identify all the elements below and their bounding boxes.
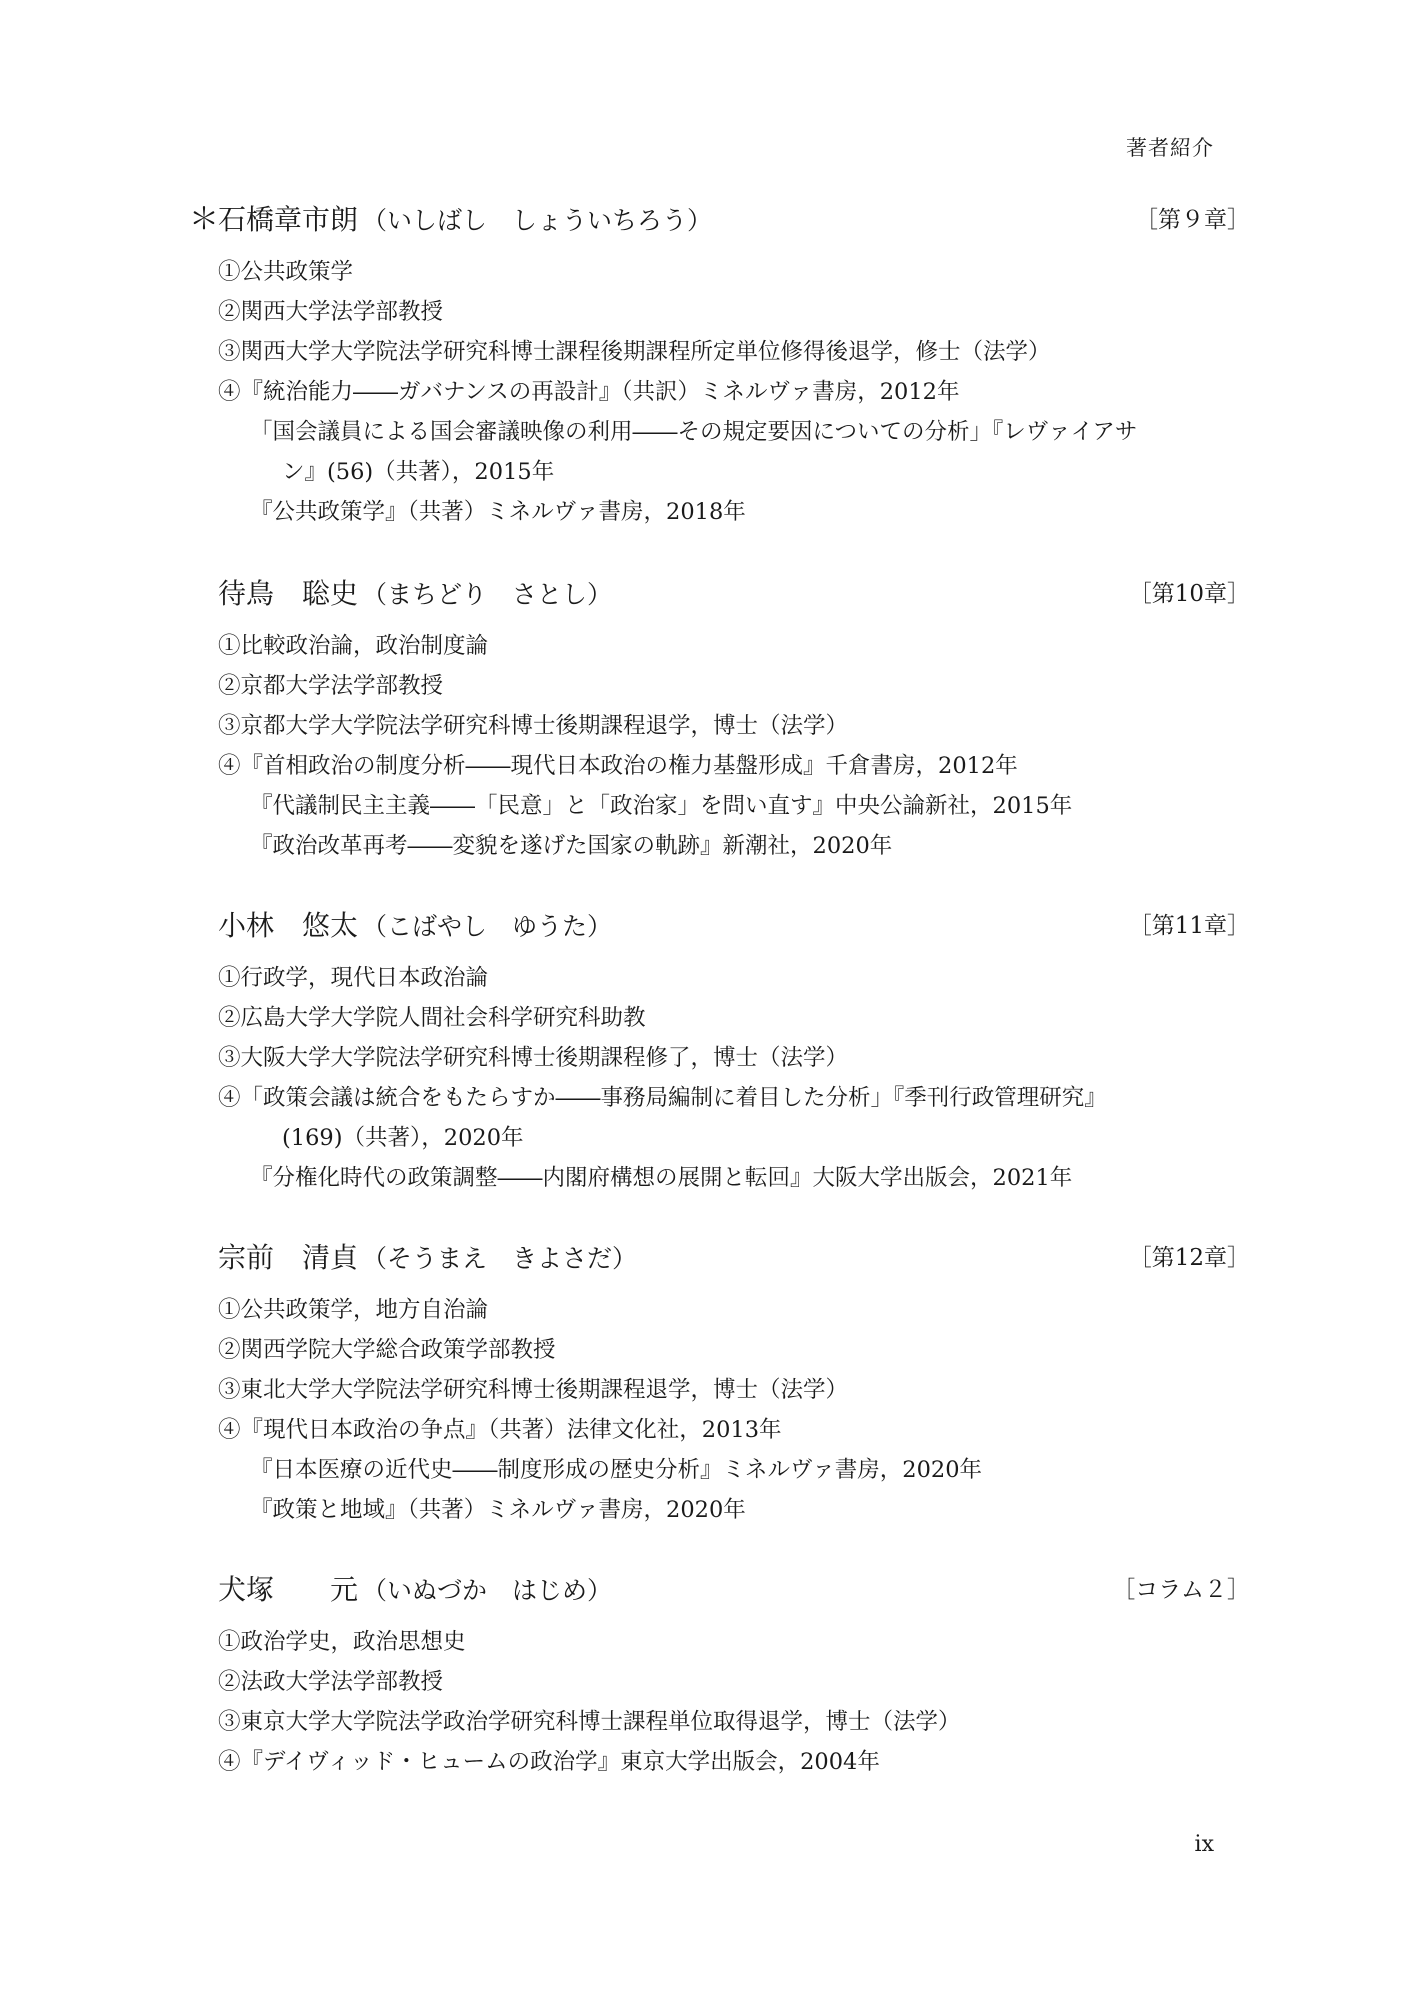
detail-line: 『日本医療の近代史――制度形成の歴史分析』ミネルヴァ書房，2020年 xyxy=(250,1457,983,1483)
detail-line: ④「政策会議は統合をもたらすか――事務局編制に着目した分析」『季刊行政管理研究』 xyxy=(218,1085,1107,1111)
detail-line: ③大阪大学大学院法学研究科博士後期課程修了，博士（法学） xyxy=(218,1045,849,1071)
author-details xyxy=(218,1622,1250,1782)
detail-line: ①比較政治論，政治制度論 xyxy=(218,633,489,659)
chapter-label: ［第10章］ xyxy=(1128,581,1250,607)
detail-line: 「国会議員による国会審議映像の利用――その規定要因についての分析」『レヴァイアサ xyxy=(250,419,1138,445)
detail-line: ②法政大学法学部教授 xyxy=(218,1669,444,1695)
detail-line: ③関西大学大学院法学研究科博士課程後期課程所定単位修得後退学，修士（法学） xyxy=(218,339,1051,365)
author-reading: （そうまえ きよさだ） xyxy=(362,1244,638,1273)
author-reading: （こばやし ゆうた） xyxy=(362,912,613,941)
detail-line: ④『現代日本政治の争点』（共著）法律文化社，2013年 xyxy=(218,1417,782,1443)
editor-asterisk-marker: ＊ xyxy=(189,202,219,237)
author-reading: （いしばし しょういちろう） xyxy=(362,206,713,235)
author-entry xyxy=(218,902,1250,1198)
chapter-label: ［コラム２］ xyxy=(1112,1577,1250,1603)
chapter-label: ［第11章］ xyxy=(1128,913,1250,939)
author-name-row xyxy=(218,1234,1250,1282)
detail-line: ④『首相政治の制度分析――現代日本政治の権力基盤形成』千倉書房，2012年 xyxy=(218,753,1018,779)
detail-line: ①政治学史，政治思想史 xyxy=(218,1629,466,1655)
author-details xyxy=(218,958,1250,1198)
detail-line: (169)（共著），2020年 xyxy=(282,1125,524,1151)
detail-line: ③東北大学大学院法学研究科博士後期課程退学，博士（法学） xyxy=(218,1377,849,1403)
detail-line: ②関西大学法学部教授 xyxy=(218,299,444,325)
detail-line: ④『デイヴィッド・ヒュームの政治学』東京大学出版会，2004年 xyxy=(218,1749,880,1775)
detail-line: ③京都大学大学院法学研究科博士後期課程退学，博士（法学） xyxy=(218,713,849,739)
chapter-label: ［第12章］ xyxy=(1128,1245,1250,1271)
detail-line: ①公共政策学 xyxy=(218,259,354,285)
author-details xyxy=(218,626,1250,866)
author-name-row xyxy=(218,902,1250,950)
detail-line: 『分権化時代の政策調整――内閣府構想の展開と転回』大阪大学出版会，2021年 xyxy=(250,1165,1073,1191)
detail-line: 『政策と地域』（共著）ミネルヴァ書房，2020年 xyxy=(250,1497,746,1523)
author-name: 石橋章市朗 xyxy=(218,203,359,236)
running-head: 著者紹介 xyxy=(1126,136,1214,160)
detail-line: ④『統治能力――ガバナンスの再設計』（共訳）ミネルヴァ書房，2012年 xyxy=(218,379,960,405)
detail-line: ン』(56)（共著），2015年 xyxy=(282,459,555,485)
detail-line: ②広島大学大学院人間社会科学研究科助教 xyxy=(218,1005,646,1031)
author-details xyxy=(218,1290,1250,1530)
detail-line: ①公共政策学，地方自治論 xyxy=(218,1297,489,1323)
author-details xyxy=(218,252,1250,532)
author-name: 待鳥 聡史 xyxy=(218,577,359,610)
detail-line: ②関西学院大学総合政策学部教授 xyxy=(218,1337,556,1363)
author-name-row xyxy=(218,570,1250,618)
author-name-row xyxy=(189,196,1250,244)
author-reading: （いぬづか はじめ） xyxy=(362,1576,613,1605)
author-entry xyxy=(189,196,1250,532)
author-entry xyxy=(218,1566,1250,1782)
author-entry xyxy=(218,570,1250,866)
detail-line: 『政治改革再考――変貌を遂げた国家の軌跡』新潮社，2020年 xyxy=(250,833,893,859)
detail-line: ①行政学，現代日本政治論 xyxy=(218,965,489,991)
author-reading: （まちどり さとし） xyxy=(362,580,613,609)
page-number: ix xyxy=(1194,1832,1214,1857)
detail-line: 『代議制民主主義――「民意」と「政治家」を問い直す』中央公論新社，2015年 xyxy=(250,793,1073,819)
author-name: 宗前 清貞 xyxy=(218,1241,359,1274)
author-name: 犬塚 元 xyxy=(218,1573,359,1606)
author-name-row xyxy=(218,1566,1250,1614)
author-name: 小林 悠太 xyxy=(218,909,359,942)
author-entry xyxy=(218,1234,1250,1530)
chapter-label: ［第９章］ xyxy=(1135,207,1250,233)
detail-line: 『公共政策学』（共著）ミネルヴァ書房，2018年 xyxy=(250,499,746,525)
detail-line: ③東京大学大学院法学政治学研究科博士課程単位取得退学，博士（法学） xyxy=(218,1709,961,1735)
detail-line: ②京都大学法学部教授 xyxy=(218,673,444,699)
